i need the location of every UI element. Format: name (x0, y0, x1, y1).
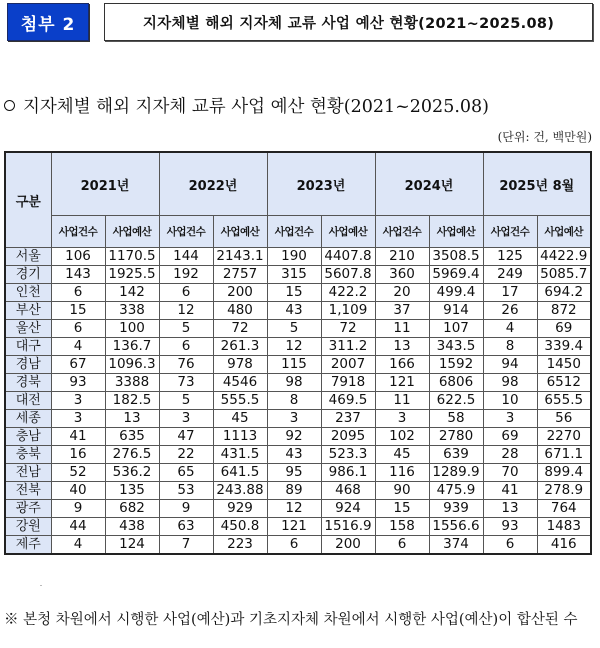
row-header-region: 부산 (5, 302, 51, 320)
row-header-region: 인천 (5, 284, 51, 302)
cell-project-count: 190 (267, 248, 321, 266)
table-body (5, 248, 591, 555)
column-header-budget: 사업예산 (429, 216, 483, 248)
cell-project-budget: 475.9 (429, 482, 483, 500)
row-header-region: 경남 (5, 356, 51, 374)
table-row (5, 428, 591, 446)
cell-project-budget: 2780 (429, 428, 483, 446)
cell-project-budget: 223 (213, 536, 267, 555)
cell-project-count: 12 (159, 302, 213, 320)
cell-project-count: 158 (375, 518, 429, 536)
cell-project-count: 102 (375, 428, 429, 446)
circle-bullet-icon (4, 100, 15, 111)
cell-project-budget: 200 (321, 536, 375, 555)
cell-project-count: 65 (159, 464, 213, 482)
cell-project-budget: 639 (429, 446, 483, 464)
cell-project-budget: 7918 (321, 374, 375, 392)
cell-project-count: 43 (267, 302, 321, 320)
cell-project-count: 73 (159, 374, 213, 392)
cell-project-count: 4 (483, 320, 537, 338)
cell-project-count: 53 (159, 482, 213, 500)
cell-project-budget: 671.1 (537, 446, 591, 464)
cell-project-count: 121 (267, 518, 321, 536)
cell-project-count: 3 (483, 410, 537, 428)
cell-project-budget: 939 (429, 500, 483, 518)
cell-project-budget: 1289.9 (429, 464, 483, 482)
table-row (5, 248, 591, 266)
cell-project-budget: 107 (429, 320, 483, 338)
cell-project-budget: 135 (105, 482, 159, 500)
table-row (5, 446, 591, 464)
cell-project-budget: 1556.6 (429, 518, 483, 536)
cell-project-count: 3 (159, 410, 213, 428)
column-header-count: 사업건수 (159, 216, 213, 248)
cell-project-count: 69 (483, 428, 537, 446)
cell-project-budget: 45 (213, 410, 267, 428)
row-header-region: 충남 (5, 428, 51, 446)
cell-project-budget: 136.7 (105, 338, 159, 356)
cell-project-budget: 124 (105, 536, 159, 555)
cell-project-count: 11 (375, 392, 429, 410)
row-header-region: 세종 (5, 410, 51, 428)
cell-project-count: 98 (483, 374, 537, 392)
column-header-budget: 사업예산 (537, 216, 591, 248)
cell-project-budget: 536.2 (105, 464, 159, 482)
cell-project-budget: 56 (537, 410, 591, 428)
cell-project-count: 94 (483, 356, 537, 374)
column-header-year: 2021년 (51, 152, 159, 216)
cell-project-budget: 641.5 (213, 464, 267, 482)
cell-project-budget: 72 (213, 320, 267, 338)
cell-project-count: 11 (375, 320, 429, 338)
table-row (5, 464, 591, 482)
table-row (5, 302, 591, 320)
cell-project-budget: 6806 (429, 374, 483, 392)
cell-project-count: 92 (267, 428, 321, 446)
cell-project-count: 89 (267, 482, 321, 500)
document-title: 지자체별 해외 지자체 교류 사업 예산 현황(2021~2025.08) (142, 15, 555, 32)
cell-project-count: 22 (159, 446, 213, 464)
cell-project-count: 3 (375, 410, 429, 428)
column-header-budget: 사업예산 (213, 216, 267, 248)
section-heading (4, 93, 489, 118)
cell-project-count: 67 (51, 356, 105, 374)
cell-project-budget: 338 (105, 302, 159, 320)
cell-project-budget: 1516.9 (321, 518, 375, 536)
cell-project-budget: 468 (321, 482, 375, 500)
cell-project-budget: 555.5 (213, 392, 267, 410)
cell-project-count: 106 (51, 248, 105, 266)
cell-project-budget: 2143.1 (213, 248, 267, 266)
column-header-count: 사업건수 (483, 216, 537, 248)
cell-project-budget: 1113 (213, 428, 267, 446)
cell-project-count: 28 (483, 446, 537, 464)
attachment-badge: 첨부 2 (7, 3, 89, 41)
column-header-year: 2022년 (159, 152, 267, 216)
cell-project-count: 6 (51, 320, 105, 338)
cell-project-budget: 1450 (537, 356, 591, 374)
cell-project-count: 115 (267, 356, 321, 374)
row-header-region: 울산 (5, 320, 51, 338)
cell-project-count: 8 (483, 338, 537, 356)
cell-project-count: 43 (267, 446, 321, 464)
table-row (5, 518, 591, 536)
cell-project-budget: 1170.5 (105, 248, 159, 266)
unit-note: (단위: 건, 백만원) (497, 130, 592, 144)
table-row (5, 320, 591, 338)
cell-project-count: 13 (375, 338, 429, 356)
table-row (5, 536, 591, 555)
header-row-years (5, 152, 591, 216)
cell-project-count: 144 (159, 248, 213, 266)
cell-project-budget: 1925.5 (105, 266, 159, 284)
cell-project-count: 5 (267, 320, 321, 338)
cell-project-budget: 929 (213, 500, 267, 518)
cell-project-count: 9 (51, 500, 105, 518)
table-row (5, 266, 591, 284)
cell-project-count: 7 (159, 536, 213, 555)
cell-project-budget: 422.2 (321, 284, 375, 302)
cell-project-count: 76 (159, 356, 213, 374)
cell-project-budget: 682 (105, 500, 159, 518)
stray-dot (40, 585, 42, 586)
cell-project-budget: 58 (429, 410, 483, 428)
column-header-count: 사업건수 (51, 216, 105, 248)
row-header-region: 제주 (5, 536, 51, 555)
cell-project-count: 192 (159, 266, 213, 284)
cell-project-count: 116 (375, 464, 429, 482)
cell-project-count: 98 (267, 374, 321, 392)
cell-project-budget: 523.3 (321, 446, 375, 464)
cell-project-count: 166 (375, 356, 429, 374)
cell-project-budget: 655.5 (537, 392, 591, 410)
cell-project-budget: 261.3 (213, 338, 267, 356)
cell-project-count: 8 (267, 392, 321, 410)
column-header-budget: 사업예산 (105, 216, 159, 248)
table-row (5, 392, 591, 410)
cell-project-count: 26 (483, 302, 537, 320)
cell-project-budget: 3508.5 (429, 248, 483, 266)
table-row (5, 500, 591, 518)
cell-project-budget: 3388 (105, 374, 159, 392)
cell-project-count: 4 (51, 338, 105, 356)
footnote: ※ 본청 차원에서 시행한 사업(예산)과 기초지자체 차원에서 시행한 사업(예산)이 합산된 수 (4, 612, 578, 628)
cell-project-budget: 311.2 (321, 338, 375, 356)
table-row (5, 410, 591, 428)
row-header-region: 충북 (5, 446, 51, 464)
cell-project-budget: 899.4 (537, 464, 591, 482)
cell-project-budget: 2095 (321, 428, 375, 446)
cell-project-count: 93 (483, 518, 537, 536)
cell-project-budget: 450.8 (213, 518, 267, 536)
row-header-region: 서울 (5, 248, 51, 266)
cell-project-count: 6 (159, 284, 213, 302)
cell-project-budget: 1592 (429, 356, 483, 374)
row-header-region: 경기 (5, 266, 51, 284)
cell-project-count: 210 (375, 248, 429, 266)
cell-project-budget: 72 (321, 320, 375, 338)
cell-project-budget: 914 (429, 302, 483, 320)
cell-project-budget: 200 (213, 284, 267, 302)
cell-project-budget: 5085.7 (537, 266, 591, 284)
cell-project-count: 5 (159, 320, 213, 338)
row-header-region: 광주 (5, 500, 51, 518)
column-header-count: 사업건수 (267, 216, 321, 248)
cell-project-count: 315 (267, 266, 321, 284)
cell-project-count: 360 (375, 266, 429, 284)
cell-project-budget: 4422.9 (537, 248, 591, 266)
row-header-region: 경북 (5, 374, 51, 392)
cell-project-budget: 499.4 (429, 284, 483, 302)
document-title-box (104, 3, 593, 41)
cell-project-count: 6 (375, 536, 429, 555)
row-header-region: 강원 (5, 518, 51, 536)
table-row (5, 374, 591, 392)
cell-project-budget: 4546 (213, 374, 267, 392)
cell-project-count: 249 (483, 266, 537, 284)
cell-project-count: 121 (375, 374, 429, 392)
cell-project-count: 47 (159, 428, 213, 446)
cell-project-budget: 339.4 (537, 338, 591, 356)
cell-project-budget: 13 (105, 410, 159, 428)
cell-project-count: 95 (267, 464, 321, 482)
cell-project-count: 15 (267, 284, 321, 302)
cell-project-count: 12 (267, 338, 321, 356)
cell-project-count: 63 (159, 518, 213, 536)
cell-project-budget: 343.5 (429, 338, 483, 356)
cell-project-budget: 2007 (321, 356, 375, 374)
cell-project-count: 70 (483, 464, 537, 482)
column-header-year: 2024년 (375, 152, 483, 216)
column-header-count: 사업건수 (375, 216, 429, 248)
cell-project-budget: 243.88 (213, 482, 267, 500)
cell-project-count: 6 (267, 536, 321, 555)
cell-project-count: 125 (483, 248, 537, 266)
cell-project-count: 93 (51, 374, 105, 392)
cell-project-budget: 1,109 (321, 302, 375, 320)
cell-project-budget: 469.5 (321, 392, 375, 410)
cell-project-count: 40 (51, 482, 105, 500)
cell-project-budget: 6512 (537, 374, 591, 392)
cell-project-budget: 1096.3 (105, 356, 159, 374)
cell-project-budget: 5607.8 (321, 266, 375, 284)
cell-project-budget: 1483 (537, 518, 591, 536)
cell-project-budget: 278.9 (537, 482, 591, 500)
cell-project-count: 6 (51, 284, 105, 302)
table-row (5, 338, 591, 356)
cell-project-budget: 4407.8 (321, 248, 375, 266)
cell-project-count: 17 (483, 284, 537, 302)
cell-project-count: 13 (483, 500, 537, 518)
cell-project-count: 45 (375, 446, 429, 464)
table-row (5, 284, 591, 302)
cell-project-count: 41 (483, 482, 537, 500)
cell-project-budget: 480 (213, 302, 267, 320)
cell-project-budget: 182.5 (105, 392, 159, 410)
cell-project-budget: 694.2 (537, 284, 591, 302)
header-row-sub (5, 216, 591, 248)
column-header-year: 2023년 (267, 152, 375, 216)
cell-project-budget: 431.5 (213, 446, 267, 464)
cell-project-budget: 416 (537, 536, 591, 555)
cell-project-budget: 986.1 (321, 464, 375, 482)
cell-project-budget: 100 (105, 320, 159, 338)
cell-project-budget: 5969.4 (429, 266, 483, 284)
cell-project-count: 15 (51, 302, 105, 320)
cell-project-count: 3 (51, 392, 105, 410)
cell-project-count: 4 (51, 536, 105, 555)
cell-project-budget: 2270 (537, 428, 591, 446)
cell-project-budget: 69 (537, 320, 591, 338)
cell-project-count: 3 (267, 410, 321, 428)
cell-project-count: 41 (51, 428, 105, 446)
cell-project-count: 10 (483, 392, 537, 410)
row-header-region: 전북 (5, 482, 51, 500)
cell-project-count: 20 (375, 284, 429, 302)
column-header-budget: 사업예산 (321, 216, 375, 248)
cell-project-budget: 374 (429, 536, 483, 555)
cell-project-count: 5 (159, 392, 213, 410)
cell-project-budget: 2757 (213, 266, 267, 284)
cell-project-budget: 438 (105, 518, 159, 536)
row-header-region: 전남 (5, 464, 51, 482)
cell-project-budget: 872 (537, 302, 591, 320)
cell-project-budget: 635 (105, 428, 159, 446)
cell-project-budget: 978 (213, 356, 267, 374)
column-header-gubun: 구분 (5, 152, 51, 248)
cell-project-count: 9 (159, 500, 213, 518)
cell-project-count: 37 (375, 302, 429, 320)
budget-table (4, 151, 592, 555)
cell-project-count: 15 (375, 500, 429, 518)
cell-project-budget: 764 (537, 500, 591, 518)
table-row (5, 482, 591, 500)
column-header-year: 2025년 8월 (483, 152, 591, 216)
cell-project-count: 52 (51, 464, 105, 482)
cell-project-count: 3 (51, 410, 105, 428)
cell-project-budget: 237 (321, 410, 375, 428)
cell-project-count: 90 (375, 482, 429, 500)
cell-project-count: 6 (159, 338, 213, 356)
row-header-region: 대구 (5, 338, 51, 356)
cell-project-count: 16 (51, 446, 105, 464)
cell-project-count: 12 (267, 500, 321, 518)
cell-project-count: 6 (483, 536, 537, 555)
cell-project-budget: 276.5 (105, 446, 159, 464)
cell-project-budget: 622.5 (429, 392, 483, 410)
row-header-region: 대전 (5, 392, 51, 410)
table-row (5, 356, 591, 374)
cell-project-budget: 924 (321, 500, 375, 518)
cell-project-count: 143 (51, 266, 105, 284)
section-title-text: 지자체별 해외 지자체 교류 사업 예산 현황(2021~2025.08) (23, 97, 489, 117)
cell-project-budget: 142 (105, 284, 159, 302)
cell-project-count: 44 (51, 518, 105, 536)
